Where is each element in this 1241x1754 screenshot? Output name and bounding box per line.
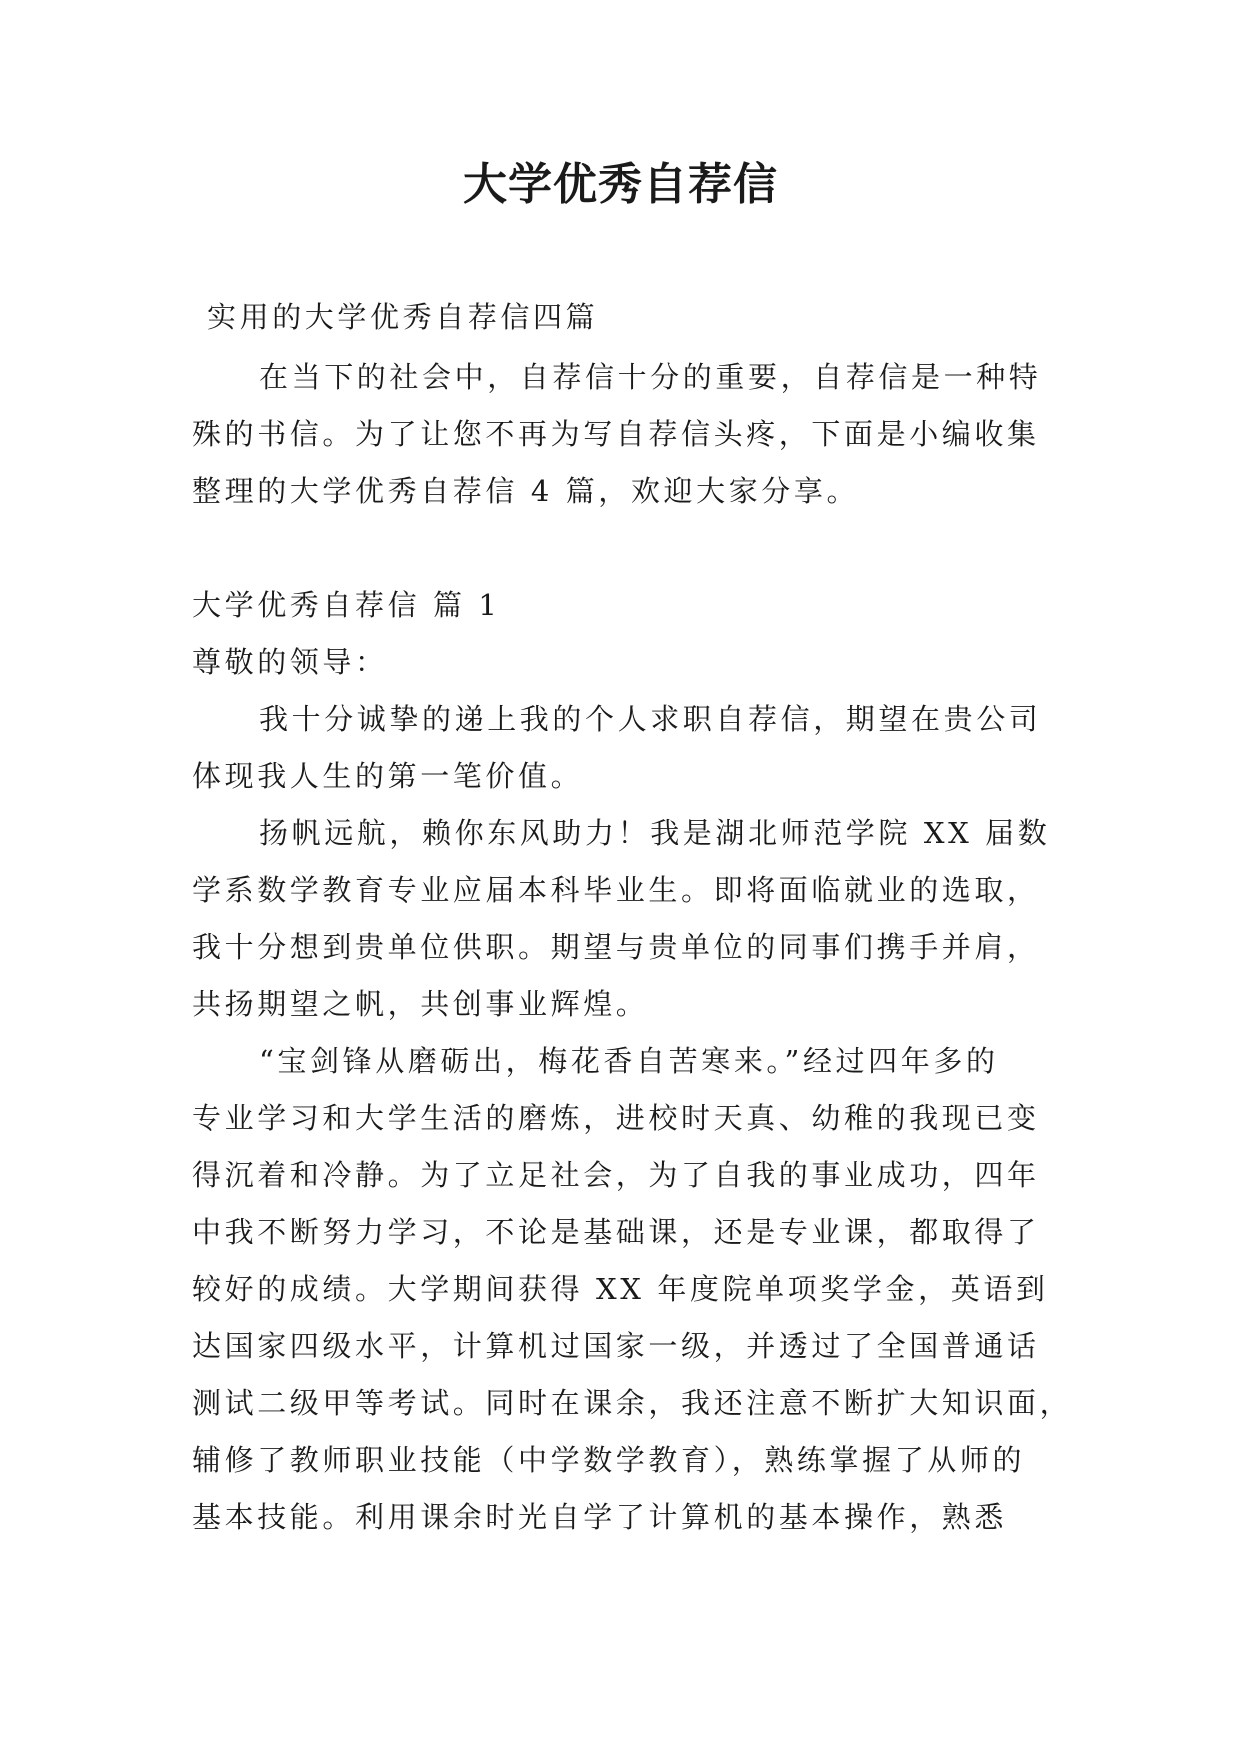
intro-line: 在当下的社会中，自荐信十分的重要，自荐信是一种特 bbox=[259, 360, 1042, 394]
paragraph-line: 共扬期望之帆，共创事业辉煌。 bbox=[192, 987, 649, 1021]
paragraph-line: 较好的成绩。大学期间获得 XX 年度院单项奖学金，英语到 bbox=[192, 1272, 1049, 1306]
paragraph-line: 扬帆远航，赖你东风助力！我是湖北师范学院 XX 届数 bbox=[259, 816, 1051, 850]
paragraph-line: 测试二级甲等考试。同时在课余，我还注意不断扩大知识面， bbox=[192, 1386, 1073, 1420]
paragraph-line: 辅修了教师职业技能（中学数学教育），熟练掌握了从师的 bbox=[192, 1443, 1026, 1477]
section-heading: 大学优秀自荐信 篇 1 bbox=[192, 588, 501, 622]
intro-line: 整理的大学优秀自荐信 4 篇，欢迎大家分享。 bbox=[192, 474, 860, 508]
paragraph-line: 我十分想到贵单位供职。期望与贵单位的同事们携手并肩， bbox=[192, 930, 1040, 964]
paragraph-line: 基本技能。利用课余时光自学了计算机的基本操作，熟悉 bbox=[192, 1500, 1008, 1534]
paragraph-line: 学系数学教育专业应届本科毕业生。即将面临就业的选取， bbox=[192, 873, 1040, 907]
paragraph-line: 体现我人生的第一笔价值。 bbox=[192, 759, 584, 793]
paragraph-line: 我十分诚挚的递上我的个人求职自荐信，期望在贵公司 bbox=[259, 702, 1042, 736]
document-subtitle: 实用的大学优秀自荐信四篇 bbox=[207, 300, 599, 334]
paragraph-line: 得沉着和冷静。为了立足社会，为了自我的事业成功，四年 bbox=[192, 1158, 1040, 1192]
paragraph-line: 专业学习和大学生活的磨炼，进校时天真、幼稚的我现已变 bbox=[192, 1101, 1040, 1135]
paragraph-line: “宝剑锋从磨砺出，梅花香自苦寒来。”经过四年多的 bbox=[259, 1044, 999, 1078]
intro-line: 殊的书信。为了让您不再为写自荐信头疼，下面是小编收集 bbox=[192, 417, 1040, 451]
paragraph-line: 达国家四级水平，计算机过国家一级，并透过了全国普通话 bbox=[192, 1329, 1040, 1363]
salutation: 尊敬的领导： bbox=[192, 645, 388, 679]
paragraph-line: 中我不断努力学习，不论是基础课，还是专业课，都取得了 bbox=[192, 1215, 1040, 1249]
document-title: 大学优秀自荐信 bbox=[463, 159, 778, 210]
